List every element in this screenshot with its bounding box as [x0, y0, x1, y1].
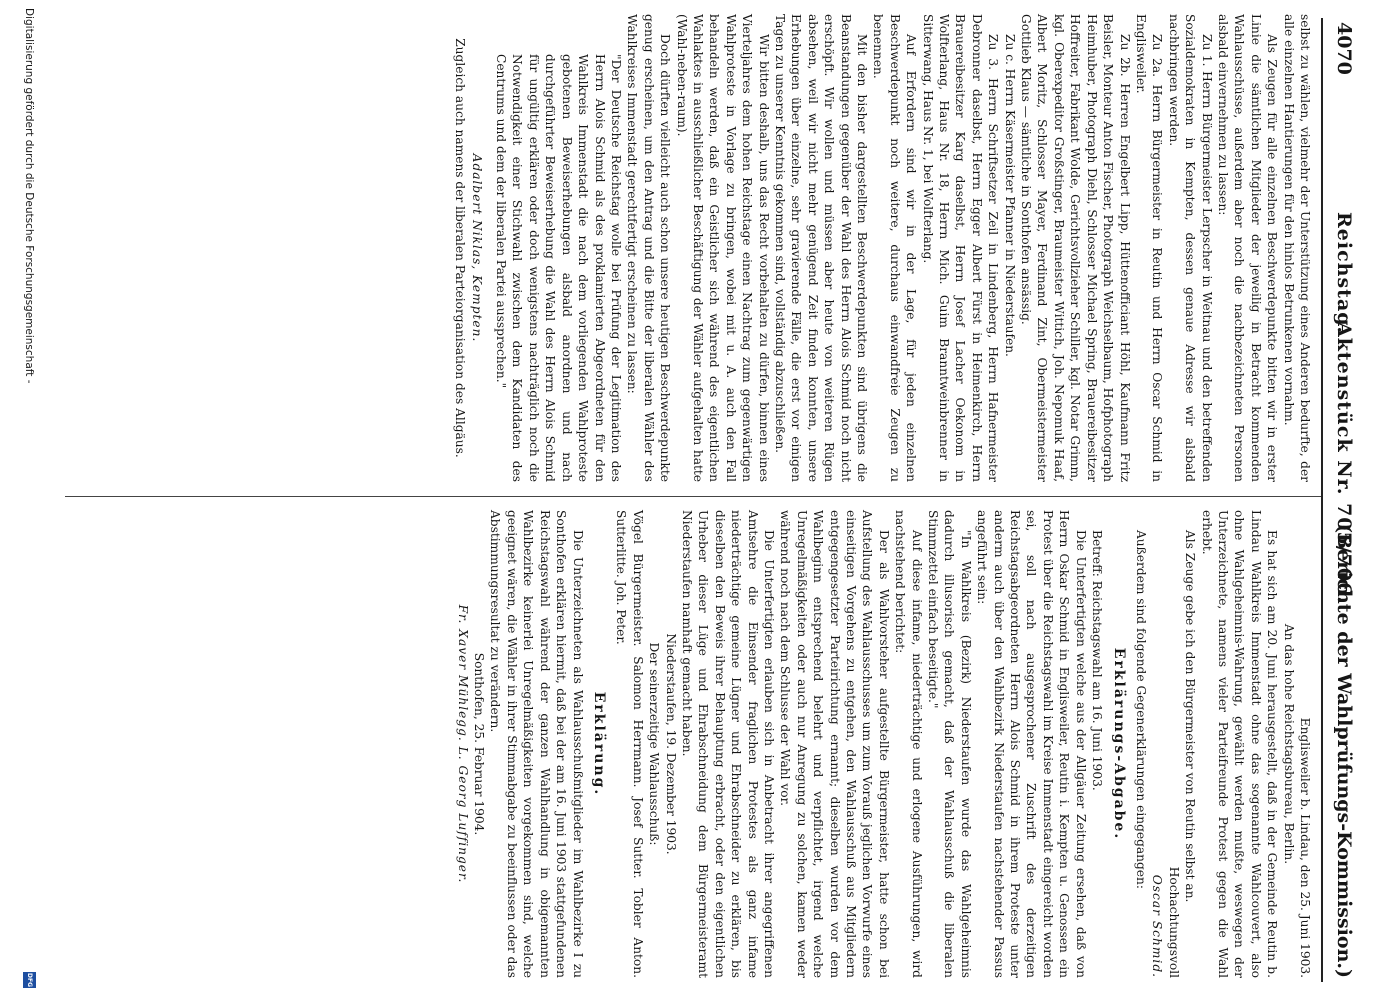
paragraph: Als Zeuge gebe ich den Bürgermeister von Reutin selbst an.: [1183, 530, 1198, 903]
column-divider: [65, 496, 1321, 497]
left-column: [452, 14, 1313, 482]
paragraph: Als Zeugen für alle einzelnen Beschwerdepunkte bitten wir in erster Linie die sämtlichen Mitglieder der jeweilig in Betracht kommenden Wahlausschüsse, außerdem aber noch die nachbezeichneten Personen alsbald einvernehmen zu lassen:: [1215, 14, 1280, 482]
closing: Hochachtungsvoll: [1166, 866, 1181, 978]
section-heading: Erklärungs-Abgabe.: [1110, 647, 1127, 841]
page-number: 4070: [1333, 22, 1355, 75]
signature: Oscar Schmid.: [1150, 874, 1165, 978]
quoted-passage: "In Wahlkreis (Bezirk) Niederstaufen wurde das Wahlgeheimnis dadurch illusorisch gemacht, daß der Wahlausschuß die liberalen Stimmzettel einfach beseitigte.": [926, 510, 973, 978]
paragraph: Zu 2a. Herrn Bürgermeister in Reutin und Herrn Oscar Schmid in Englisweiler.: [1133, 14, 1165, 482]
paragraph: Es hat sich am 20. Juni herausgestellt, daß in der Gemeinde Reutin b. Lindau Wahlkreis Immenstadt ohne das sogenannte Wahlcouvert, also ohne Wahlgeheimnis-Wahrung, gewählt werden mußte, weswegen der Unterzeichnete, namens vieler Parteifreunde Protest gegen die Wahl erhebt.: [1199, 510, 1280, 978]
paragraph: Doch dürften vielleicht auch schon unsere heutigen Beschwerdepunkte genug erscheinen, um den Antrag und die Bitte der liberalen Wähler des Wahlkreises Immenstadt gerechtfertigt erscheinen zu lassen:: [625, 14, 673, 482]
signature: Adalbert Niklas, Kempten.: [469, 153, 484, 343]
footer-text: Digitalisierung gefördert durch die Deutsche Forschungsgemeinschaft -: [23, 8, 35, 384]
commission-title: (Berichte der Wahlprüfungs-Kommission.): [1333, 524, 1355, 978]
footer: [16, 8, 38, 988]
section-heading: Erklärung.: [590, 691, 607, 797]
paragraph: Auf diese infame, niederträchtige und erlogene Ausführungen, wird nachstehend berichtet:: [893, 510, 924, 978]
paragraph: Die Unterzeichneten als Wahlausschußmitglieder im Wahlbezirke I zu Sonthofen erklären hiermit, daß bei der am 16. Juni 1903 stattgefundenen Reichstagswahl während der ganzen Wahlhandlung in obigemannten Wahlbezirke keinerlei Unregelmäßigkeiten vorgekommen sind, welche geeignet wären, die Wähler in ihrer Stimmabgabe zu beeinflussen oder das Abstimmungsresultat zu verändern.: [488, 510, 585, 978]
quoted-request: "Der Deutsche Reichstag wolle bei Prüfung der Legitimation des Herrn Alois Schmid als des proklamierten Abgeordneten für den Wahlkreis Immenstadt die nach dem vorliegenden Wahlproteste gebotenen Beweiserhebungen alsbald anordnen und nach durchgeführter Beweiserhebung die Wahl des Herrn Alois Schmid für ungültig erklären oder doch wenigstens nachträglich noch die Notwendigkeit einer Stichwahl zwischen dem Kandidaten des Centrums und dem der liberalen Partei aussprechen.": [494, 54, 623, 482]
dateline: Englisweiler b. Lindau, den 25. Juni 1903.: [1298, 717, 1312, 978]
paragraph: Zu c. Herrn Käsermeister Pfanner in Niederstaufen.: [1002, 34, 1017, 357]
right-column: [454, 510, 1313, 978]
paragraph: Zu 2b. Herren Engelbert Lipp, Hüttenofficiant Höhl, Kaufmann Fritz Beisler, Monteur Anton Fischer, Photograph Weichselbaum, Hofphotograph Heimhuber, Photograph Diehl, Schlosser Michael Spring, Brauereibesitzer Hoffreiter, Fabrikant Wolde, Gerichtsvollzieher Schiller, kgl. Notar Grimm, kgl. Oberexpeditor Großstinger, Braumeister Wittich, Joh. Nepomuk Haaf, Albert Moritz, Schlosser Mayer, Ferdinand Zint, Obermeistermeister Gottlieb Klaus — sämtliche in Sonthofen ansässig.: [1019, 14, 1132, 482]
header-rule: [1321, 18, 1323, 982]
dateline: Sonthofen, 25. Februar 1904.: [472, 652, 487, 836]
paragraph: Der als Wahlvorsteher aufgestellte Bürgermeister, hatte schon bei Aufstellung des Wahlausschusses um zum Vorauß jeglichen Vorwurfe eines einseitigen Vorgehens zu entgehen, den Wahlausschuß aus Mitgliedern entgegengesetzter Parteirichtung ernannt; dieselben wurden vor dem Wahlbeginn entsprechend belehrt und verpflichtet, irgend welche Unregelmäßigkeiten oder auch nur Anregung zu solchen, kamen weder während noch nach dem Schlusse der Wahl vor.: [778, 510, 891, 978]
signature-note: Zugleich auch namens der liberalen Parteiorganisation des Allgäus.: [453, 38, 468, 458]
paragraph: Wir bitten deshalb, uns das Recht vorbehalten zu dürfen, binnen eines Vierteljahres dem hohen Reichstage einen Nachtrag zum gegenwärtigen Wahlproteste in Vorlage zu bringen, wobei mit u. A. auch den Fall behandeln werden, daß ein Geistlicher sich während des eigentlichen Wahlaktes in ausschließlicher Beschäftigung der Wähler aufgehalten hatte (Wahl-neben-raum).: [674, 14, 771, 482]
paragraph: Mit den bisher dargestellten Beschwerdepunkten sind übrigens die Beanstandungen gegenüber der Wahl des Herrn Alois Schmid noch nicht erschöpft. Wir wollen und müssen aber heute von weiteren Rügen absehen, weil wir nicht mehr genügend Zeit finden konnten, unsere Erhebungen über einzelne, sehr gravierende Fälle, die erst vor einigen Tagen zu unserer Kenntnis gekommen sind, vollständig abzuschließen.: [773, 14, 870, 482]
document-title: Aktenstück Nr. 705/706.: [1333, 322, 1355, 604]
paragraph: selbst zu wählen, vielmehr der Unterstützung eines Anderen bedurfte, der alle einzelnen Hantierungen für den hinlos Betrunkenen vornahm.: [1281, 14, 1312, 482]
paragraph: Zu 1. Herrn Bürgermeister Lerpscher in Weitnau und den betreffenden Sozialdemokraten in Kempten, dessen genaue Adresse wir alsbald nachbringen werden.: [1166, 14, 1214, 482]
paragraph: Die Unterfertigten welche aus der Allgäuer Zeitung ersehen, daß von Herrn Oskar Schmid in Englisweiler, Reutin i. Kempten u. Genossen ein Protest über die Reichstagswahl im Kreise Immenstadt eingereicht worden sei, soll nach ausgesprochener Zuschrift des derzeitigen Reichstagsabgeordneten Herrn Alois Schmid in ihrem Proteste unter anderm auch über den Wahlbezirk Niederstaufen nachstehender Passus angeführt sein:: [975, 510, 1088, 978]
paragraph: Zu 3. Herrn Schriftsetzer Zeil in Lindenberg, Herrn Hafnermeister Debronner daselbst, Herrn Egger Albert Fürst in Heimenkirch, Herrn Brauereibesitzer Karg daselbst, Herrn Josef Lacher Oekonom in Wolfterlang, Haus Nr. 18, Herrn Mich. Guim Branntweinbrenner in Sitterwang, Haus Nr. 1, bei Wolfterlang.: [920, 14, 1001, 482]
paragraph: Auf Erfordern sind wir in der Lage, für jeden einzelnen Beschwerdepunkt noch weitere, durchaus einwandfreie Zeugen zu benennen.: [871, 14, 919, 482]
signature: Fr. Xaver Mühlegg. L. Georg Luffinger.: [455, 604, 470, 884]
subject-line: Betreff: Reichstagswahl am 16. Juni 1903.: [1090, 530, 1105, 791]
paragraph: Außerdem sind folgende Gegenerklärungen eingegangen:: [1133, 530, 1148, 889]
addressee: An das hohe Reichstagsbureau, Berlin.: [1281, 623, 1296, 865]
dfg-logo: DFG: [23, 972, 36, 988]
committee-label: Der seinerzeitige Wahlausschuß:: [647, 642, 662, 846]
page-header: [1325, 22, 1355, 978]
paragraph: Die Unterfertigten erlauben sich in Anbetracht ihrer angegriffenen Amtsehre die Einsender fraglichen Protestes als ganz infame niederträchtige gemeine Lügner und Ehrabschneider zu erklären, bis dieselben den Beweis ihrer Behauptung erbracht, oder den eigentlichen Urheber dieser Lüge und Ehrabschneidung dem Bürgermeisteramt Niederstaufen namhaft gemacht haben.: [679, 510, 776, 978]
section-title: Reichstag.: [1333, 212, 1355, 335]
dateline: Niederstaufen, 19. Dezember 1903.: [663, 633, 678, 855]
committee-names: Vögel Bürgermeister. Salomon Herrmann. Josef Sutter. Tobler Anton. Sutterlitte. Joh. Peter.: [614, 510, 645, 978]
